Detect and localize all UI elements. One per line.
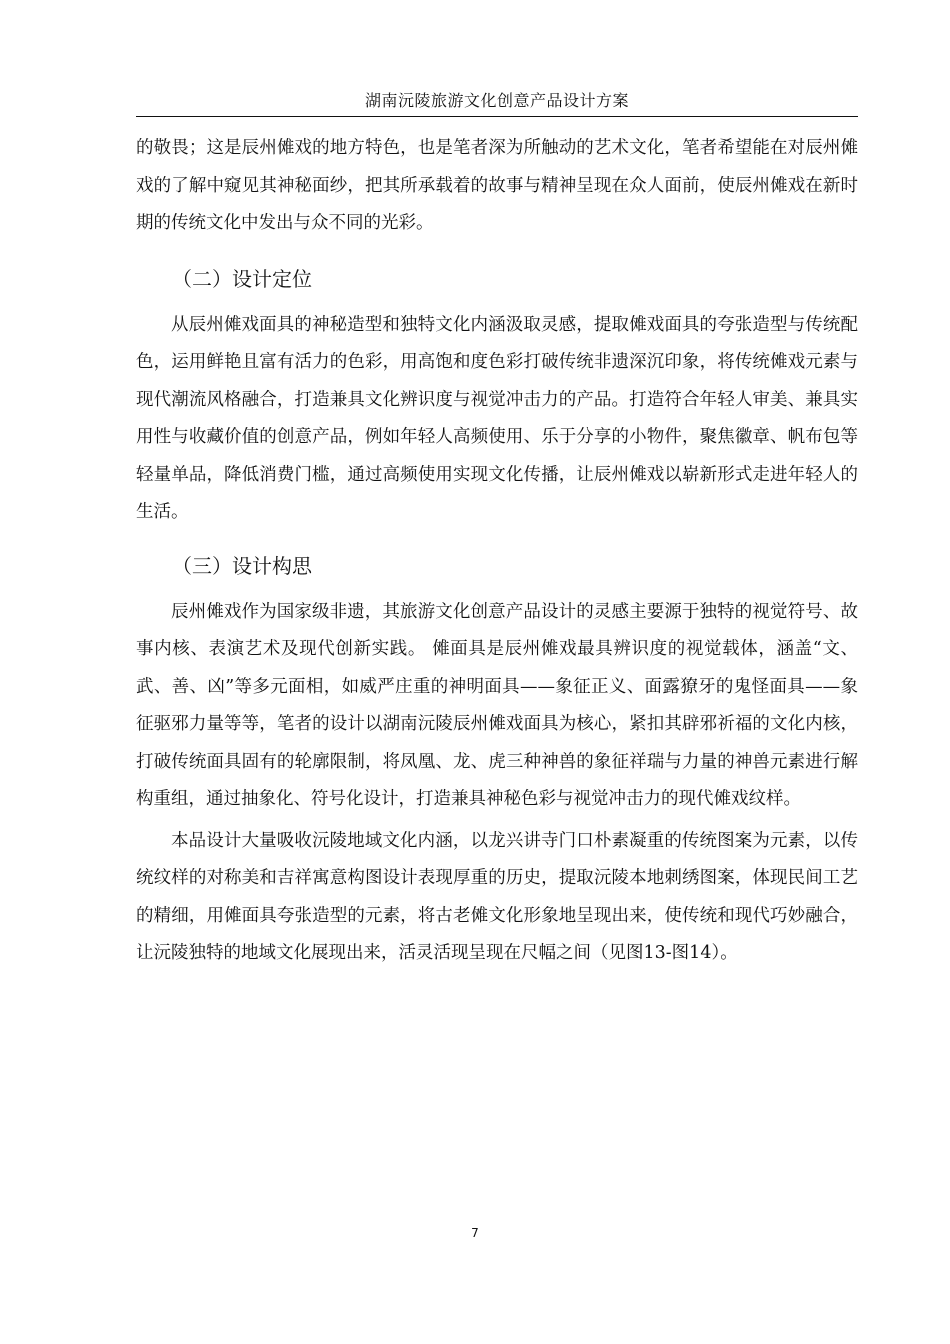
design-concept-paragraph-1: 辰州傩戏作为国家级非遗，其旅游文化创意产品设计的灵感主要源于独特的视觉符号、故事内核、表演艺术及现代创新实践。 傩面具是辰州傩戏最具辨识度的视觉载体，涵盖“文、武、善、凶”等多元面相，如威严庄重的神明面具——象征正义、面露獠牙的鬼怪面具——象征驱邪力量等等，笔者的设计以湖南沅陵辰州傩戏面具为核心，紧扣其辟邪祈福的文化内核，打破传统面具固有的轮廓限制，将凤凰、龙、虎三种神兽的象征祥瑞与力量的神兽元素进行解构重组，通过抽象化、符号化设计，打造兼具神秘色彩与视觉冲击力的现代傩戏纹样。 [136,601,858,809]
section-heading-design-positioning: （二）设计定位 [172,266,312,291]
page-number: 7 [471,1226,479,1240]
design-positioning-paragraph: 从辰州傩戏面具的神秘造型和独特文化内涵汲取灵感，提取傩戏面具的夸张造型与传统配色，运用鲜艳且富有活力的色彩，用高饱和度色彩打破传统非遗深沉印象，将传统傩戏元素与现代潮流风格融合，打造兼具文化辨识度与视觉冲击力的产品。打造符合年轻人审美、兼具实用性与收藏价值的创意产品，例如年轻人高频使用、乐于分享的小物件，聚焦徽章、帆布包等轻量单品，降低消费门槛，通过高频使用实现文化传播，让辰州傩戏以崭新形式走进年轻人的生活。 [136,314,858,522]
page-body [136,130,858,973]
continuation-paragraph: 的敬畏；这是辰州傩戏的地方特色，也是笔者深为所触动的艺术文化，笔者希望能在对辰州傩戏的了解中窥见其神秘面纱，把其所承载着的故事与精神呈现在众人面前，使辰州傩戏在新时期的传统文化中发出与众不同的光彩。 [136,138,858,233]
running-header: 湖南沅陵旅游文化创意产品设计方案 [364,91,629,110]
header-divider [136,116,858,117]
design-concept-paragraph-2: 本品设计大量吸收沅陵地域文化内涵，以龙兴讲寺门口朴素凝重的传统图案为元素，以传统纹样的对称美和吉祥寓意构图设计表现厚重的历史，提取沅陵本地刺绣图案，体现民间工艺的精细，用傩面具夸张造型的元素，将古老傩文化形象地呈现出来，使传统和现代巧妙融合，让沅陵独特的地域文化展现出来，活灵活现呈现在尺幅之间（见图13-图14）。 [136,830,858,963]
section-heading-design-concept: （三）设计构思 [172,553,312,578]
